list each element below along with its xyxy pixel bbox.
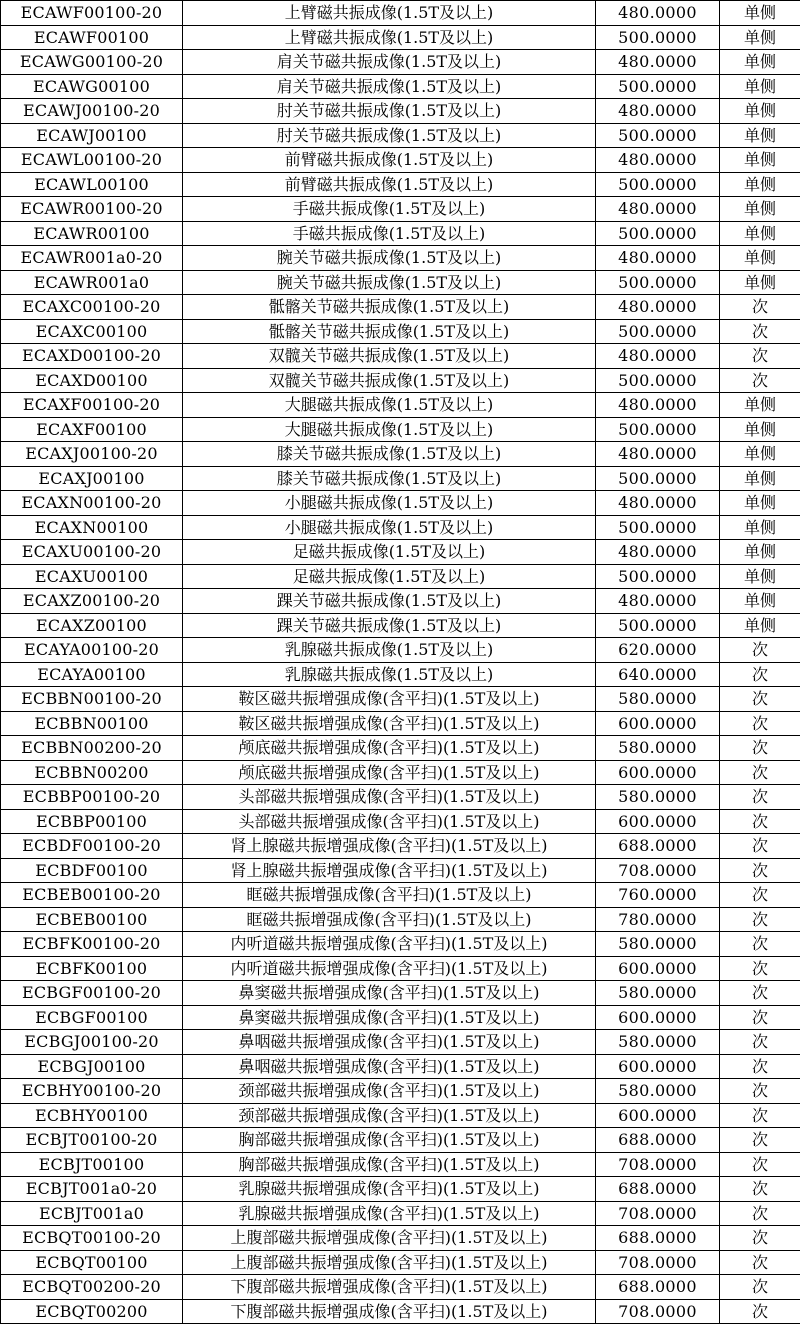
table-row <box>1 368 800 393</box>
table-row <box>1 1103 800 1128</box>
item-name-cell: 颅底磁共振增强成像(含平扫)(1.5T及以上) <box>183 760 596 785</box>
unit-cell: 次 <box>720 1250 800 1275</box>
price-cell: 580.0000 <box>596 1030 720 1055</box>
item-code-cell: ECAWR001a0-20 <box>1 246 183 271</box>
item-code-cell: ECBQT00100 <box>1 1250 183 1275</box>
table-row <box>1 1054 800 1079</box>
table-row <box>1 246 800 271</box>
unit-cell: 次 <box>720 932 800 957</box>
unit-cell: 次 <box>720 858 800 883</box>
item-code-cell: ECAWJ00100 <box>1 123 183 148</box>
price-table-body <box>1 1 800 1324</box>
price-cell: 580.0000 <box>596 932 720 957</box>
unit-cell: 单侧 <box>720 197 800 222</box>
item-name-cell: 眶磁共振增强成像(含平扫)(1.5T及以上) <box>183 883 596 908</box>
item-name-cell: 上臂磁共振成像(1.5T及以上) <box>183 25 596 50</box>
unit-cell: 次 <box>720 1054 800 1079</box>
item-code-cell: ECAXZ00100 <box>1 613 183 638</box>
table-row <box>1 270 800 295</box>
item-code-cell: ECBDF00100 <box>1 858 183 883</box>
item-name-cell: 上腹部磁共振增强成像(含平扫)(1.5T及以上) <box>183 1250 596 1275</box>
table-row <box>1 1 800 26</box>
table-row <box>1 197 800 222</box>
price-cell: 600.0000 <box>596 809 720 834</box>
table-row <box>1 809 800 834</box>
table-row <box>1 442 800 467</box>
unit-cell: 次 <box>720 1079 800 1104</box>
unit-cell: 单侧 <box>720 515 800 540</box>
unit-cell: 单侧 <box>720 246 800 271</box>
unit-cell: 单侧 <box>720 221 800 246</box>
unit-cell: 单侧 <box>720 613 800 638</box>
item-name-cell: 鼻窦磁共振增强成像(含平扫)(1.5T及以上) <box>183 1005 596 1030</box>
item-code-cell: ECBHY00100-20 <box>1 1079 183 1104</box>
price-cell: 708.0000 <box>596 1299 720 1324</box>
price-cell: 688.0000 <box>596 1226 720 1251</box>
item-code-cell: ECBEB00100-20 <box>1 883 183 908</box>
price-cell: 580.0000 <box>596 687 720 712</box>
unit-cell: 次 <box>720 1226 800 1251</box>
item-code-cell: ECAYA00100 <box>1 662 183 687</box>
item-name-cell: 膝关节磁共振成像(1.5T及以上) <box>183 442 596 467</box>
item-code-cell: ECBJT00100-20 <box>1 1128 183 1153</box>
price-cell: 708.0000 <box>596 1152 720 1177</box>
item-code-cell: ECAWR00100-20 <box>1 197 183 222</box>
table-row <box>1 1226 800 1251</box>
item-code-cell: ECBBP00100 <box>1 809 183 834</box>
price-cell: 480.0000 <box>596 540 720 565</box>
unit-cell: 单侧 <box>720 172 800 197</box>
item-code-cell: ECBDF00100-20 <box>1 834 183 859</box>
price-cell: 708.0000 <box>596 1201 720 1226</box>
price-cell: 480.0000 <box>596 393 720 418</box>
unit-cell: 次 <box>720 368 800 393</box>
item-name-cell: 踝关节磁共振成像(1.5T及以上) <box>183 589 596 614</box>
unit-cell: 次 <box>720 956 800 981</box>
item-name-cell: 肩关节磁共振成像(1.5T及以上) <box>183 74 596 99</box>
unit-cell: 次 <box>720 1177 800 1202</box>
table-row <box>1 1177 800 1202</box>
unit-cell: 单侧 <box>720 417 800 442</box>
unit-cell: 单侧 <box>720 50 800 75</box>
item-name-cell: 乳腺磁共振成像(1.5T及以上) <box>183 662 596 687</box>
table-row <box>1 1128 800 1153</box>
table-row <box>1 785 800 810</box>
item-name-cell: 骶髂关节磁共振成像(1.5T及以上) <box>183 295 596 320</box>
unit-cell: 次 <box>720 1128 800 1153</box>
item-code-cell: ECAWG00100-20 <box>1 50 183 75</box>
item-name-cell: 手磁共振成像(1.5T及以上) <box>183 221 596 246</box>
item-name-cell: 肾上腺磁共振增强成像(含平扫)(1.5T及以上) <box>183 834 596 859</box>
price-cell: 780.0000 <box>596 907 720 932</box>
price-cell: 708.0000 <box>596 858 720 883</box>
item-name-cell: 眶磁共振增强成像(含平扫)(1.5T及以上) <box>183 907 596 932</box>
item-name-cell: 前臂磁共振成像(1.5T及以上) <box>183 172 596 197</box>
item-name-cell: 上臂磁共振成像(1.5T及以上) <box>183 1 596 26</box>
table-row <box>1 515 800 540</box>
item-code-cell: ECBQT00200-20 <box>1 1275 183 1300</box>
price-cell: 708.0000 <box>596 1250 720 1275</box>
price-cell: 688.0000 <box>596 1128 720 1153</box>
price-cell: 600.0000 <box>596 1054 720 1079</box>
table-row <box>1 344 800 369</box>
table-row <box>1 760 800 785</box>
item-name-cell: 鞍区磁共振增强成像(含平扫)(1.5T及以上) <box>183 711 596 736</box>
item-name-cell: 内听道磁共振增强成像(含平扫)(1.5T及以上) <box>183 956 596 981</box>
price-cell: 580.0000 <box>596 736 720 761</box>
item-code-cell: ECAWF00100-20 <box>1 1 183 26</box>
item-name-cell: 颈部磁共振增强成像(含平扫)(1.5T及以上) <box>183 1079 596 1104</box>
item-name-cell: 大腿磁共振成像(1.5T及以上) <box>183 417 596 442</box>
item-code-cell: ECBBN00200 <box>1 760 183 785</box>
item-code-cell: ECBGF00100 <box>1 1005 183 1030</box>
item-name-cell: 胸部磁共振增强成像(含平扫)(1.5T及以上) <box>183 1152 596 1177</box>
item-name-cell: 足磁共振成像(1.5T及以上) <box>183 564 596 589</box>
unit-cell: 单侧 <box>720 589 800 614</box>
item-code-cell: ECAWR00100 <box>1 221 183 246</box>
item-code-cell: ECBFK00100 <box>1 956 183 981</box>
item-code-cell: ECAXN00100-20 <box>1 491 183 516</box>
table-row <box>1 662 800 687</box>
item-code-cell: ECBGJ00100-20 <box>1 1030 183 1055</box>
unit-cell: 单侧 <box>720 466 800 491</box>
item-code-cell: ECAXN00100 <box>1 515 183 540</box>
table-row <box>1 1030 800 1055</box>
table-row <box>1 589 800 614</box>
table-row <box>1 221 800 246</box>
unit-cell: 次 <box>720 1299 800 1324</box>
price-cell: 600.0000 <box>596 1103 720 1128</box>
item-name-cell: 鞍区磁共振增强成像(含平扫)(1.5T及以上) <box>183 687 596 712</box>
item-name-cell: 肾上腺磁共振增强成像(含平扫)(1.5T及以上) <box>183 858 596 883</box>
unit-cell: 次 <box>720 1103 800 1128</box>
price-cell: 500.0000 <box>596 172 720 197</box>
table-row <box>1 1005 800 1030</box>
item-code-cell: ECAXC00100-20 <box>1 295 183 320</box>
price-cell: 480.0000 <box>596 197 720 222</box>
item-code-cell: ECBBN00100-20 <box>1 687 183 712</box>
table-row <box>1 1299 800 1324</box>
unit-cell: 次 <box>720 1005 800 1030</box>
item-code-cell: ECAWL00100-20 <box>1 148 183 173</box>
unit-cell: 次 <box>720 1201 800 1226</box>
item-code-cell: ECAXU00100-20 <box>1 540 183 565</box>
item-code-cell: ECBQT00100-20 <box>1 1226 183 1251</box>
price-cell: 688.0000 <box>596 1177 720 1202</box>
unit-cell: 次 <box>720 736 800 761</box>
item-code-cell: ECBBN00100 <box>1 711 183 736</box>
table-row <box>1 172 800 197</box>
price-cell: 500.0000 <box>596 270 720 295</box>
item-name-cell: 小腿磁共振成像(1.5T及以上) <box>183 491 596 516</box>
table-row <box>1 123 800 148</box>
table-row <box>1 932 800 957</box>
item-name-cell: 足磁共振成像(1.5T及以上) <box>183 540 596 565</box>
item-name-cell: 胸部磁共振增强成像(含平扫)(1.5T及以上) <box>183 1128 596 1153</box>
item-name-cell: 腕关节磁共振成像(1.5T及以上) <box>183 270 596 295</box>
item-code-cell: ECBGJ00100 <box>1 1054 183 1079</box>
item-name-cell: 手磁共振成像(1.5T及以上) <box>183 197 596 222</box>
item-name-cell: 肘关节磁共振成像(1.5T及以上) <box>183 99 596 124</box>
item-name-cell: 颅底磁共振增强成像(含平扫)(1.5T及以上) <box>183 736 596 761</box>
price-cell: 480.0000 <box>596 344 720 369</box>
price-cell: 500.0000 <box>596 515 720 540</box>
price-cell: 480.0000 <box>596 589 720 614</box>
item-name-cell: 上腹部磁共振增强成像(含平扫)(1.5T及以上) <box>183 1226 596 1251</box>
unit-cell: 单侧 <box>720 393 800 418</box>
price-cell: 688.0000 <box>596 834 720 859</box>
unit-cell: 次 <box>720 907 800 932</box>
price-cell: 500.0000 <box>596 564 720 589</box>
price-cell: 760.0000 <box>596 883 720 908</box>
item-name-cell: 鼻咽磁共振增强成像(含平扫)(1.5T及以上) <box>183 1054 596 1079</box>
unit-cell: 次 <box>720 687 800 712</box>
item-name-cell: 颈部磁共振增强成像(含平扫)(1.5T及以上) <box>183 1103 596 1128</box>
item-name-cell: 骶髂关节磁共振成像(1.5T及以上) <box>183 319 596 344</box>
item-name-cell: 鼻窦磁共振增强成像(含平扫)(1.5T及以上) <box>183 981 596 1006</box>
item-code-cell: ECAYA00100-20 <box>1 638 183 663</box>
unit-cell: 次 <box>720 662 800 687</box>
item-code-cell: ECAWL00100 <box>1 172 183 197</box>
price-cell: 580.0000 <box>596 1079 720 1104</box>
price-cell: 500.0000 <box>596 417 720 442</box>
unit-cell: 次 <box>720 785 800 810</box>
unit-cell: 单侧 <box>720 1 800 26</box>
table-row <box>1 319 800 344</box>
item-code-cell: ECAWR001a0 <box>1 270 183 295</box>
unit-cell: 次 <box>720 760 800 785</box>
table-row <box>1 638 800 663</box>
price-cell: 500.0000 <box>596 368 720 393</box>
price-cell: 500.0000 <box>596 466 720 491</box>
table-row <box>1 1201 800 1226</box>
item-code-cell: ECAXD00100 <box>1 368 183 393</box>
item-name-cell: 前臂磁共振成像(1.5T及以上) <box>183 148 596 173</box>
price-cell: 500.0000 <box>596 613 720 638</box>
item-name-cell: 踝关节磁共振成像(1.5T及以上) <box>183 613 596 638</box>
item-name-cell: 小腿磁共振成像(1.5T及以上) <box>183 515 596 540</box>
item-code-cell: ECBQT00200 <box>1 1299 183 1324</box>
item-code-cell: ECBGF00100-20 <box>1 981 183 1006</box>
item-code-cell: ECBBN00200-20 <box>1 736 183 761</box>
price-cell: 600.0000 <box>596 760 720 785</box>
table-row <box>1 148 800 173</box>
item-code-cell: ECBJT001a0-20 <box>1 1177 183 1202</box>
item-code-cell: ECAXZ00100-20 <box>1 589 183 614</box>
item-code-cell: ECAXU00100 <box>1 564 183 589</box>
price-cell: 500.0000 <box>596 74 720 99</box>
unit-cell: 单侧 <box>720 540 800 565</box>
item-name-cell: 下腹部磁共振增强成像(含平扫)(1.5T及以上) <box>183 1275 596 1300</box>
price-cell: 480.0000 <box>596 50 720 75</box>
item-name-cell: 头部磁共振增强成像(含平扫)(1.5T及以上) <box>183 809 596 834</box>
unit-cell: 次 <box>720 295 800 320</box>
price-cell: 480.0000 <box>596 295 720 320</box>
item-code-cell: ECBJT001a0 <box>1 1201 183 1226</box>
item-code-cell: ECBBP00100-20 <box>1 785 183 810</box>
price-cell: 480.0000 <box>596 246 720 271</box>
price-cell: 580.0000 <box>596 981 720 1006</box>
item-name-cell: 乳腺磁共振成像(1.5T及以上) <box>183 638 596 663</box>
unit-cell: 单侧 <box>720 270 800 295</box>
unit-cell: 次 <box>720 638 800 663</box>
table-row <box>1 1152 800 1177</box>
unit-cell: 次 <box>720 1152 800 1177</box>
table-row <box>1 736 800 761</box>
unit-cell: 次 <box>720 1275 800 1300</box>
table-row <box>1 466 800 491</box>
unit-cell: 单侧 <box>720 491 800 516</box>
table-row <box>1 25 800 50</box>
table-row <box>1 540 800 565</box>
price-cell: 600.0000 <box>596 711 720 736</box>
item-code-cell: ECAXJ00100-20 <box>1 442 183 467</box>
table-row <box>1 883 800 908</box>
table-row <box>1 687 800 712</box>
unit-cell: 单侧 <box>720 74 800 99</box>
unit-cell: 单侧 <box>720 99 800 124</box>
price-cell: 480.0000 <box>596 99 720 124</box>
price-cell: 480.0000 <box>596 1 720 26</box>
price-cell: 500.0000 <box>596 25 720 50</box>
item-code-cell: ECAXF00100-20 <box>1 393 183 418</box>
item-code-cell: ECAXD00100-20 <box>1 344 183 369</box>
item-code-cell: ECAXC00100 <box>1 319 183 344</box>
item-name-cell: 肘关节磁共振成像(1.5T及以上) <box>183 123 596 148</box>
item-name-cell: 内听道磁共振增强成像(含平扫)(1.5T及以上) <box>183 932 596 957</box>
unit-cell: 单侧 <box>720 123 800 148</box>
item-name-cell: 下腹部磁共振增强成像(含平扫)(1.5T及以上) <box>183 1299 596 1324</box>
item-code-cell: ECAXF00100 <box>1 417 183 442</box>
table-row <box>1 393 800 418</box>
item-name-cell: 双髋关节磁共振成像(1.5T及以上) <box>183 344 596 369</box>
price-cell: 600.0000 <box>596 956 720 981</box>
item-code-cell: ECBJT00100 <box>1 1152 183 1177</box>
unit-cell: 次 <box>720 344 800 369</box>
item-name-cell: 头部磁共振增强成像(含平扫)(1.5T及以上) <box>183 785 596 810</box>
item-name-cell: 双髋关节磁共振成像(1.5T及以上) <box>183 368 596 393</box>
table-row <box>1 981 800 1006</box>
table-row <box>1 74 800 99</box>
item-code-cell: ECBHY00100 <box>1 1103 183 1128</box>
item-name-cell: 大腿磁共振成像(1.5T及以上) <box>183 393 596 418</box>
item-name-cell: 鼻咽磁共振增强成像(含平扫)(1.5T及以上) <box>183 1030 596 1055</box>
item-name-cell: 乳腺磁共振增强成像(含平扫)(1.5T及以上) <box>183 1177 596 1202</box>
table-row <box>1 50 800 75</box>
table-row <box>1 564 800 589</box>
table-row <box>1 1079 800 1104</box>
item-name-cell: 膝关节磁共振成像(1.5T及以上) <box>183 466 596 491</box>
item-code-cell: ECAWF00100 <box>1 25 183 50</box>
item-name-cell: 腕关节磁共振成像(1.5T及以上) <box>183 246 596 271</box>
item-code-cell: ECAWJ00100-20 <box>1 99 183 124</box>
item-code-cell: ECBFK00100-20 <box>1 932 183 957</box>
price-cell: 480.0000 <box>596 491 720 516</box>
table-row <box>1 711 800 736</box>
unit-cell: 次 <box>720 319 800 344</box>
unit-cell: 单侧 <box>720 25 800 50</box>
table-row <box>1 417 800 442</box>
unit-cell: 次 <box>720 1030 800 1055</box>
unit-cell: 次 <box>720 809 800 834</box>
table-row <box>1 613 800 638</box>
price-cell: 500.0000 <box>596 221 720 246</box>
table-row <box>1 956 800 981</box>
table-row <box>1 295 800 320</box>
price-cell: 580.0000 <box>596 785 720 810</box>
price-cell: 688.0000 <box>596 1275 720 1300</box>
table-row <box>1 491 800 516</box>
price-cell: 500.0000 <box>596 319 720 344</box>
unit-cell: 次 <box>720 711 800 736</box>
unit-cell: 单侧 <box>720 564 800 589</box>
price-cell: 620.0000 <box>596 638 720 663</box>
table-row <box>1 1275 800 1300</box>
unit-cell: 次 <box>720 981 800 1006</box>
price-cell: 600.0000 <box>596 1005 720 1030</box>
item-code-cell: ECBEB00100 <box>1 907 183 932</box>
price-cell: 480.0000 <box>596 148 720 173</box>
price-cell: 640.0000 <box>596 662 720 687</box>
table-row <box>1 99 800 124</box>
unit-cell: 单侧 <box>720 148 800 173</box>
table-row <box>1 1250 800 1275</box>
table-row <box>1 907 800 932</box>
price-cell: 500.0000 <box>596 123 720 148</box>
item-name-cell: 肩关节磁共振成像(1.5T及以上) <box>183 50 596 75</box>
table-row <box>1 858 800 883</box>
unit-cell: 次 <box>720 883 800 908</box>
item-name-cell: 乳腺磁共振增强成像(含平扫)(1.5T及以上) <box>183 1201 596 1226</box>
item-code-cell: ECAXJ00100 <box>1 466 183 491</box>
price-cell: 480.0000 <box>596 442 720 467</box>
unit-cell: 次 <box>720 834 800 859</box>
table-row <box>1 834 800 859</box>
unit-cell: 单侧 <box>720 442 800 467</box>
item-code-cell: ECAWG00100 <box>1 74 183 99</box>
